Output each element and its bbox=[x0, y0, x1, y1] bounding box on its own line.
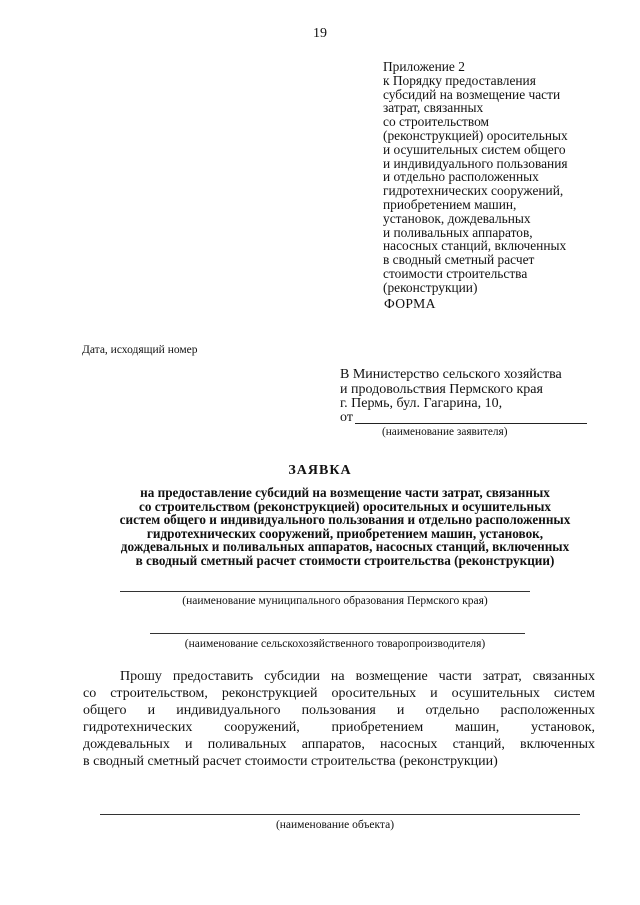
from-label: от bbox=[340, 410, 353, 425]
body-line: гидротехнических сооружений, приобретением машин, установок, bbox=[83, 720, 595, 735]
appendix-line: установок, дождевальных bbox=[383, 210, 531, 226]
object-caption: (наименование объекта) bbox=[275, 819, 395, 831]
page-number: 19 bbox=[313, 26, 327, 41]
addressee-line: г. Пермь, бул. Гагарина, 10, bbox=[340, 396, 503, 412]
appendix-line: Приложение 2 bbox=[383, 59, 465, 74]
applicant-name-field[interactable] bbox=[355, 423, 587, 424]
addressee-line: и продовольствия Пермского края bbox=[340, 381, 543, 397]
appendix-line: и индивидуального пользования bbox=[383, 155, 568, 171]
forma-label: ФОРМА bbox=[384, 296, 436, 311]
appendix-line: насосных станций, включенных bbox=[383, 238, 567, 254]
appendix-header bbox=[383, 60, 633, 295]
appendix-line: и отдельно расположенных bbox=[383, 169, 539, 185]
body-line: Прошу предоставить субсидии на возмещение части затрат, связанных bbox=[120, 669, 595, 684]
appendix-line: стоимости строительства bbox=[383, 265, 528, 281]
appendix-line: (реконструкцией) оросительных bbox=[383, 127, 568, 143]
body-line: в сводный сметный расчет стоимости строительства (реконструкции) bbox=[83, 754, 498, 769]
appendix-line: и поливальных аппаратов, bbox=[383, 224, 533, 240]
appendix-line: субсидий на возмещение части bbox=[383, 86, 561, 102]
addressee-block bbox=[340, 368, 600, 412]
appendix-line: к Порядку предоставления bbox=[383, 72, 536, 88]
date-outgoing-number-label: Дата, исходящий номер bbox=[82, 344, 198, 356]
subtitle-line: систем общего и индивидуального пользования и отдельно расположенных bbox=[119, 512, 571, 528]
object-name-field[interactable] bbox=[100, 814, 580, 815]
municipality-name-field[interactable] bbox=[120, 591, 530, 592]
subtitle-line: на предоставление субсидий на возмещение части затрат, связанных bbox=[140, 485, 550, 500]
request-body bbox=[83, 668, 595, 770]
appendix-line: гидротехнических сооружений, bbox=[383, 183, 564, 199]
document-title: ЗАЯВКА bbox=[288, 463, 352, 478]
appendix-line: затрат, связанных bbox=[383, 100, 484, 116]
subtitle-line: со строительством (реконструкцией) оросительных и осушительных bbox=[139, 498, 551, 514]
body-line: общего и индивидуального пользования и отдельно расположенных bbox=[83, 703, 595, 718]
appendix-line: и осушительных систем общего bbox=[383, 141, 566, 157]
producer-caption: (наименование сельскохозяйственного товаропроизводителя) bbox=[184, 638, 486, 650]
subtitle-line: в сводный сметный расчет стоимости строительства (реконструкции) bbox=[135, 552, 555, 568]
body-line: дождевальных и поливальных аппаратов, насосных станций, включенных bbox=[83, 737, 595, 752]
subtitle-line: гидротехнических сооружений, приобретением машин, установок, bbox=[146, 525, 544, 541]
appendix-line: со строительством bbox=[383, 114, 490, 130]
appendix-line: в сводный сметный расчет bbox=[383, 252, 535, 268]
appendix-line: приобретением машин, bbox=[383, 196, 517, 212]
document-subtitle bbox=[80, 486, 610, 568]
addressee-line: В Министерство сельского хозяйства bbox=[340, 367, 562, 382]
appendix-line: (реконструкции) bbox=[383, 279, 478, 295]
municipality-caption: (наименование муниципального образования Пермского края) bbox=[182, 595, 488, 607]
body-line: со строительством, реконструкцией оросительных и осушительных систем bbox=[83, 686, 595, 701]
subtitle-line: дождевальных и поливальных аппаратов, насосных станций, включенных bbox=[120, 539, 570, 555]
producer-name-field[interactable] bbox=[150, 633, 525, 634]
applicant-name-caption: (наименование заявителя) bbox=[382, 426, 508, 438]
